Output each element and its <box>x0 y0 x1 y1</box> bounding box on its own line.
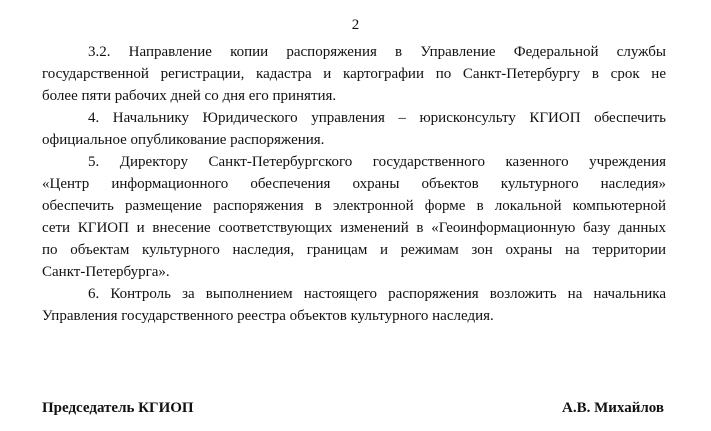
text-line: официальное опубликование распоряжения. <box>42 132 325 148</box>
text-line: Управления государственного реестра объектов культурного наследия. <box>42 308 494 324</box>
paragraph-4 <box>42 107 666 151</box>
text-line: 3.2. Направление копии распоряжения в Управление Федеральной службы <box>88 44 666 60</box>
signatory-position: Председатель КГИОП <box>42 400 194 416</box>
signatory-name: А.В. Михайлов <box>562 400 664 416</box>
text-line: 6. Контроль за выполнением настоящего распоряжения возложить на начальника <box>88 286 666 302</box>
text-line: сети КГИОП и внесение соответствующих изменений в «Геоинформационную базу данных <box>42 220 666 236</box>
text-line: 4. Начальнику Юридического управления – юрисконсульту КГИОП обеспечить <box>88 110 666 126</box>
paragraph-6 <box>42 283 666 327</box>
text-line: Санкт-Петербурга». <box>42 264 170 280</box>
paragraph-3-2 <box>42 41 666 107</box>
signature-block <box>42 398 664 418</box>
text-line: 5. Директору Санкт-Петербургского государственного казенного учреждения <box>88 154 666 170</box>
text-line: более пяти рабочих дней со дня его принятия. <box>42 88 337 104</box>
text-line: «Центр информационного обеспечения охраны объектов культурного наследия» <box>42 176 666 192</box>
document-body <box>42 41 666 327</box>
text-line: по объектам культурного наследия, границам и режимам зон охраны на территории <box>42 242 666 258</box>
paragraph-5 <box>42 151 666 283</box>
page-number: 2 <box>351 17 360 33</box>
text-line: обеспечить размещение распоряжения в электронной форме в локальной компьютерной <box>42 198 666 214</box>
text-line: государственной регистрации, кадастра и картографии по Санкт-Петербургу в срок не <box>42 66 666 82</box>
